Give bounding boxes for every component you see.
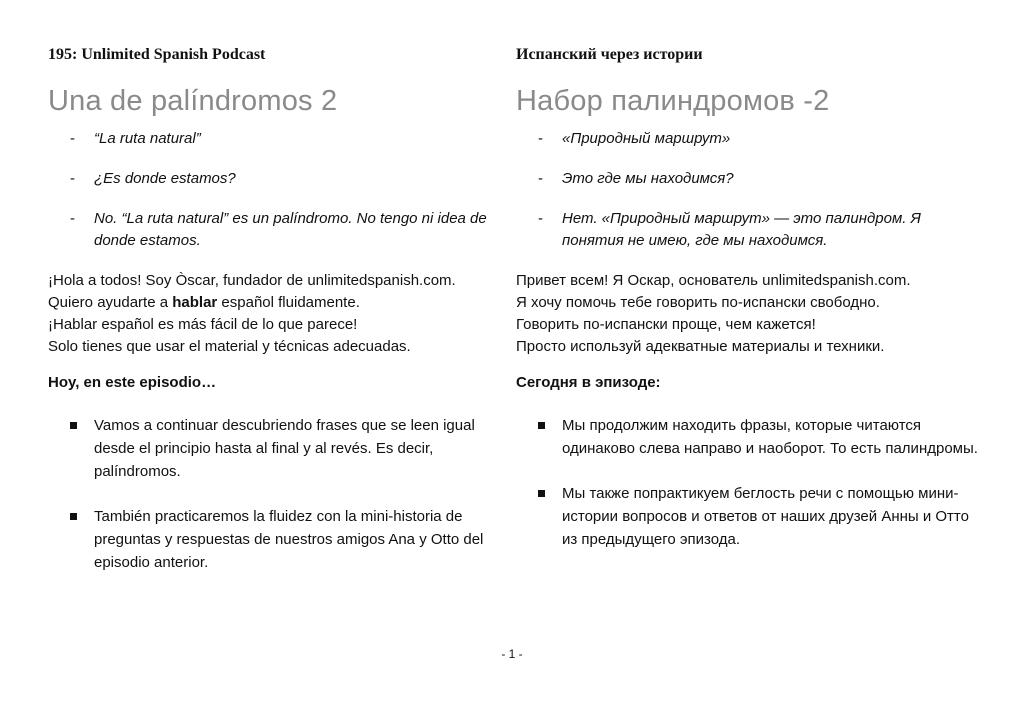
dialogue-line — [516, 168, 986, 190]
episode-point — [516, 482, 986, 551]
dialogue-text: Нет. «Природный маршрут» — это палиндром. Я понятия не имею, где мы находимся. — [562, 210, 921, 249]
dialogue-line — [48, 128, 518, 150]
intro-line: ¡Hola a todos! Soy Òscar, fundador de unlimitedspanish.com. — [48, 272, 456, 289]
intro-text: español fluidamente. — [217, 294, 360, 311]
intro-text: Quiero ayudarte a — [48, 294, 173, 311]
episode-heading: Сегодня в эпизоде: — [516, 374, 661, 391]
episode-title: Una de palíndromos 2 — [48, 85, 338, 117]
intro-line: ¡Hablar español es más fácil de lo que parece! — [48, 316, 358, 333]
intro-paragraph — [48, 270, 518, 358]
episode-points — [48, 414, 518, 574]
episode-point — [516, 414, 986, 460]
dash-marker: - — [538, 170, 543, 187]
square-bullet-icon — [70, 513, 77, 520]
dialogue-text: “La ruta natural” — [94, 130, 201, 147]
square-bullet-icon — [70, 422, 77, 429]
spanish-column — [48, 44, 518, 596]
episode-heading: Hoy, en este episodio… — [48, 374, 217, 391]
intro-paragraph — [516, 270, 986, 358]
intro-line: Говорить по-испански проще, чем кажется! — [516, 316, 816, 333]
dialogue-line — [516, 128, 986, 150]
intro-line: Просто используй адекватные материалы и техники. — [516, 338, 885, 355]
dash-marker: - — [70, 210, 75, 227]
dialogue-line — [48, 168, 518, 190]
intro-line: Привет всем! Я Оскар, основатель unlimitedspanish.com. — [516, 272, 911, 289]
dash-marker: - — [538, 210, 543, 227]
podcast-title: 195: Unlimited Spanish Podcast — [48, 46, 266, 63]
dialogue-text: ¿Es donde estamos? — [94, 170, 236, 187]
intro-line — [48, 292, 518, 314]
point-text: También practicaremos la fluidez con la mini-historia de preguntas y respuestas de nuestros amigos Ana y Otto del episodio anterior. — [94, 508, 484, 571]
dialogue-list — [48, 128, 518, 252]
dialogue-text: Это где мы находимся? — [562, 170, 734, 187]
dialogue-line — [48, 208, 518, 252]
point-text: Мы также попрактикуем беглость речи с помощью мини-истории вопросов и ответов от наших друзей Анны и Отто из предыдущего эпизода. — [562, 485, 969, 548]
dialogue-text: «Природный маршрут» — [562, 130, 731, 147]
dash-marker: - — [538, 130, 543, 147]
episode-points — [516, 414, 986, 551]
dialogue-list — [516, 128, 986, 252]
dialogue-line — [516, 208, 986, 252]
square-bullet-icon — [538, 422, 545, 429]
russian-column — [516, 44, 986, 573]
intro-bold-word: hablar — [172, 294, 218, 311]
point-text: Vamos a continuar descubriendo frases que se leen igual desde el principio hasta al final y al revés. Es decir, palíndromos. — [94, 417, 475, 480]
dash-marker: - — [70, 170, 75, 187]
intro-line: Я хочу помочь тебе говорить по-испански свободно. — [516, 294, 880, 311]
episode-title: Набор палиндромов -2 — [516, 85, 830, 117]
podcast-title: Испанский через истории — [516, 46, 703, 63]
point-text: Мы продолжим находить фразы, которые читаются одинаково слева направо и наоборот. То есть палиндромы. — [562, 417, 978, 457]
episode-point — [48, 414, 518, 483]
intro-line: Solo tienes que usar el material y técnicas adecuadas. — [48, 338, 411, 355]
dash-marker: - — [70, 130, 75, 147]
page-number: - 1 - — [501, 647, 523, 661]
square-bullet-icon — [538, 490, 545, 497]
episode-point — [48, 505, 518, 574]
dialogue-text: No. “La ruta natural” es un palíndromo. No tengo ni idea de donde estamos. — [94, 210, 487, 249]
